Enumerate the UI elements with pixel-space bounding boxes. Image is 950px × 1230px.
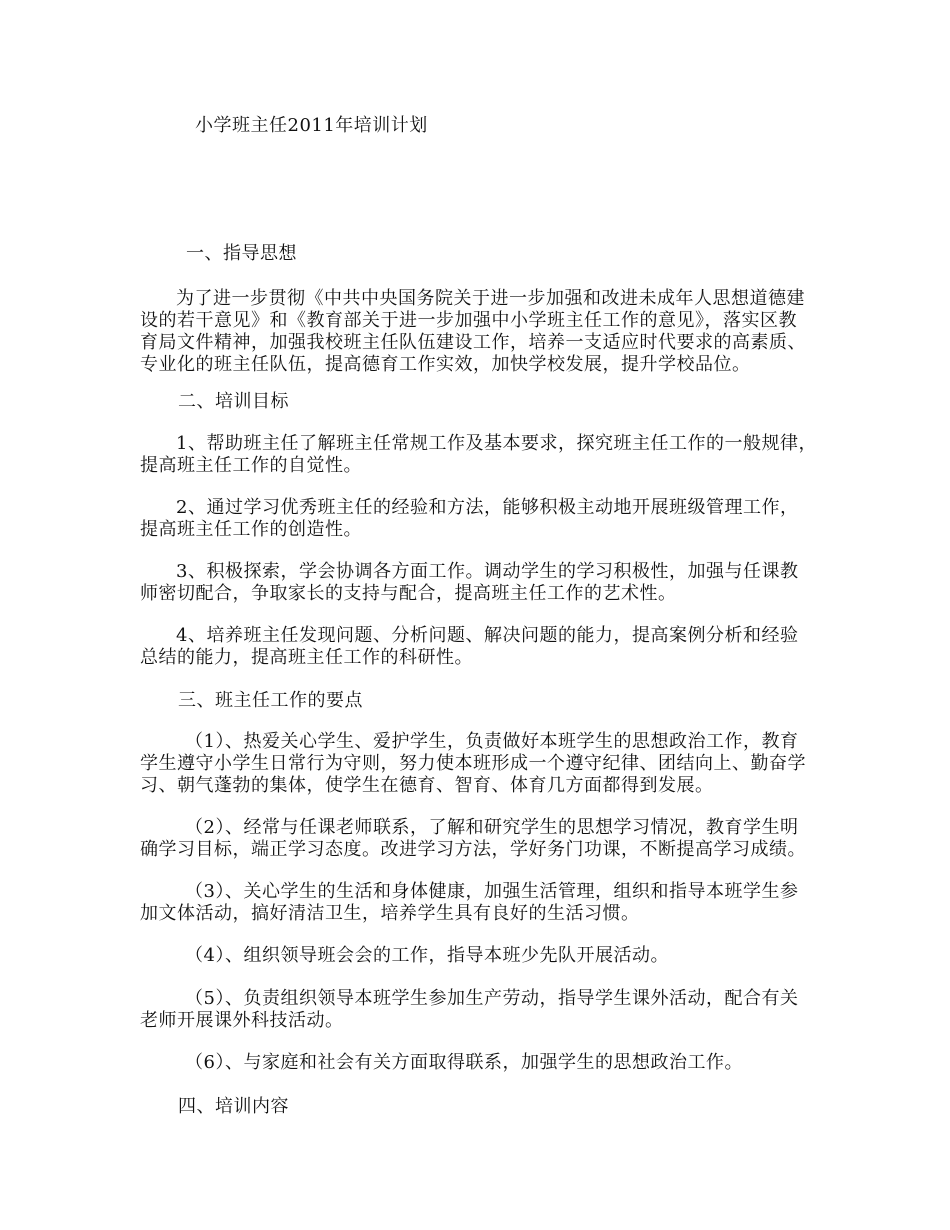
paragraph-line: （2）、经常与任课老师联系，了解和研究学生的思想学习情况，教育学生明 [185,817,799,838]
paragraph-line: 确学习目标，端正学习态度。改进学习方法，学好务门功课，不断提高学习成绩。 [140,839,806,860]
goal-item-2 [140,497,818,541]
section-heading-work-points: 三、班主任工作的要点 [178,690,363,711]
paragraph-line: 总结的能力，提高班主任工作的科研性。 [140,647,473,668]
paragraph-line: （6）、与家庭和社会有关方面取得联系，加强学生的思想政治工作。 [185,1052,743,1073]
paragraph-line: （1）、热爱关心学生、爱护学生，负责做好本班学生的思想政治工作，教育 [185,731,799,752]
paragraph-line: 3、积极探索，学会协调各方面工作。调动学生的学习积极性，加强与任课教 [176,561,799,582]
document-title: 小学班主任2011年培训计划 [195,115,428,136]
paragraph-line: 加文体活动，搞好清洁卫生，培养学生具有良好的生活习惯。 [140,903,640,924]
paragraph-line: 育局文件精神，加强我校班主任队伍建设工作，培养一支适应时代要求的高素质、 [140,332,806,353]
paragraph-line: 4、培养班主任发现问题、分析问题、解决问题的能力，提高案例分析和经验 [176,625,799,646]
work-point-3 [140,881,818,925]
goal-item-4 [140,625,818,669]
goal-item-3 [140,561,818,605]
paragraph-line: 学生遵守小学生日常行为守则，努力使本班形成一个遵守纪律、团结向上、勤奋学 [140,753,806,774]
paragraph-line: 师密切配合，争取家长的支持与配合，提高班主任工作的艺术性。 [140,583,677,604]
paragraph-guiding-ideology [140,288,818,376]
paragraph-line: （3）、关心学生的生活和身体健康，加强生活管理，组织和指导本班学生参 [185,881,799,902]
section-heading-training-content: 四、培训内容 [178,1096,289,1117]
work-point-5 [140,988,818,1032]
paragraph-line: 老师开展课外科技活动。 [140,1010,344,1031]
section-heading-training-goals: 二、培训目标 [178,391,289,412]
paragraph-line: 提高班主任工作的自觉性。 [140,455,362,476]
paragraph-line: 习、朝气蓬勃的集体，使学生在德育、智育、体育几方面都得到发展。 [140,775,714,796]
paragraph-line: （4）、组织领导班会会的工作，指导本班少先队开展活动。 [185,945,669,966]
paragraph-line: （5）、负责组织领导本班学生参加生产劳动，指导学生课外活动，配合有关 [185,988,799,1009]
paragraph-line: 2、通过学习优秀班主任的经验和方法，能够积极主动地开展班级管理工作， [176,497,799,518]
paragraph-line: 提高班主任工作的创造性。 [140,519,362,540]
work-point-4 [140,945,818,967]
section-heading-guiding-ideology: 一、指导思想 [186,243,297,264]
paragraph-line: 1、帮助班主任了解班主任常规工作及基本要求，探究班主任工作的一般规律， [176,433,817,454]
goal-item-1 [140,433,818,477]
paragraph-line: 为了进一步贯彻《中共中央国务院关于进一步加强和改进未成年人思想道德建 [176,288,805,309]
paragraph-line: 专业化的班主任队伍，提高德育工作实效，加快学校发展，提升学校品位。 [140,354,751,375]
paragraph-line: 设的若干意见》和《教育部关于进一步加强中小学班主任工作的意见》，落实区教 [140,310,797,331]
work-point-1 [140,731,818,797]
work-point-6 [140,1052,818,1074]
work-point-2 [140,817,818,861]
